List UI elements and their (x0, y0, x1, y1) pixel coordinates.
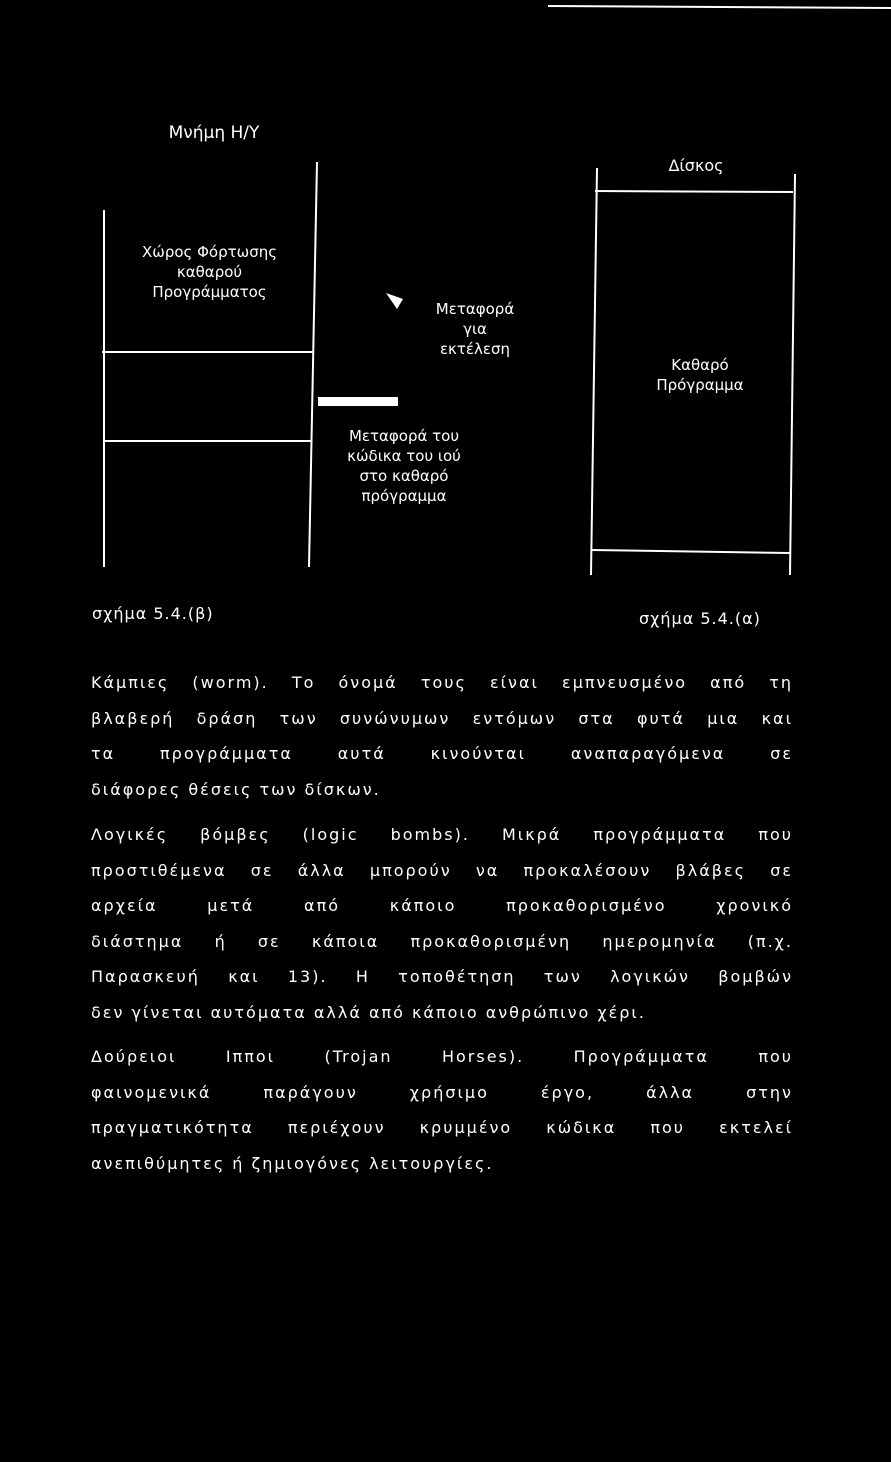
disk-left-wall (591, 168, 597, 575)
clean-program-label: Καθαρό Πρόγραμμα (656, 356, 744, 394)
disk-title: Δίσκος (668, 156, 724, 175)
paragraph-worm: Κάμπιες (worm). Το όνομά τους είναι εμπνευσμένο από τη βλαβερή δράση των συνώνυμων εντόμων στα φυτά μια και τα προγράμματα αυτά κινούνται αναπαραγόμενα σε διάφορες θέσεις των δίσκων. (91, 673, 793, 799)
scan-edge-line (548, 6, 891, 8)
disk-bottom-line (591, 550, 790, 553)
caption-a: σχήμα 5.4.(α) (639, 609, 761, 628)
transfer-code-label: Μεταφορά του κώδικα του ιού στο καθαρό πρόγραμμα (347, 427, 461, 505)
arrow-bar-icon (318, 397, 398, 406)
caption-b: σχήμα 5.4.(β) (92, 604, 214, 623)
paragraph-logic-bombs: Λογικές βόμβες (logic bombs). Μικρά προγράμματα που προστιθέμενα σε άλλα μπορούν να προκαλέσουν βλάβες σε αρχεία μετά από κάποιο προκαθορισμένο χρονικό διάστημα ή σε κάποια προκαθορισμένη ημερομηνία (π.χ. Παρασκευή και 13). Η τοποθέτηση των λογικών βομβών δεν γίνεται αυτόματα αλλά από κάποιο ανθρώπινο χέρι. (91, 825, 793, 1022)
memory-title: Μνήμη Η/Υ (168, 123, 260, 143)
transfer-exec-label: Μεταφορά για εκτέλεση (435, 300, 515, 358)
load-area-label: Χώρος Φόρτωσης καθαρού Προγράμματος (141, 243, 278, 301)
disk-right-wall (790, 174, 795, 575)
paragraph-trojan-horses: Δούρειοι Ιπποι (Trojan Horses). Προγράμματα που φαινομενικά παράγουν χρήσιμο έργο, άλλα στην πραγματικότητα περιέχουν κρυμμένο κώδικα που εκτελεί ανεπιθύμητες ή ζημιογόνες λειτουργίες. (91, 1047, 793, 1173)
arrow-head-icon (386, 293, 403, 309)
memory-right-wall (309, 162, 317, 567)
disk-header-line (595, 191, 793, 192)
